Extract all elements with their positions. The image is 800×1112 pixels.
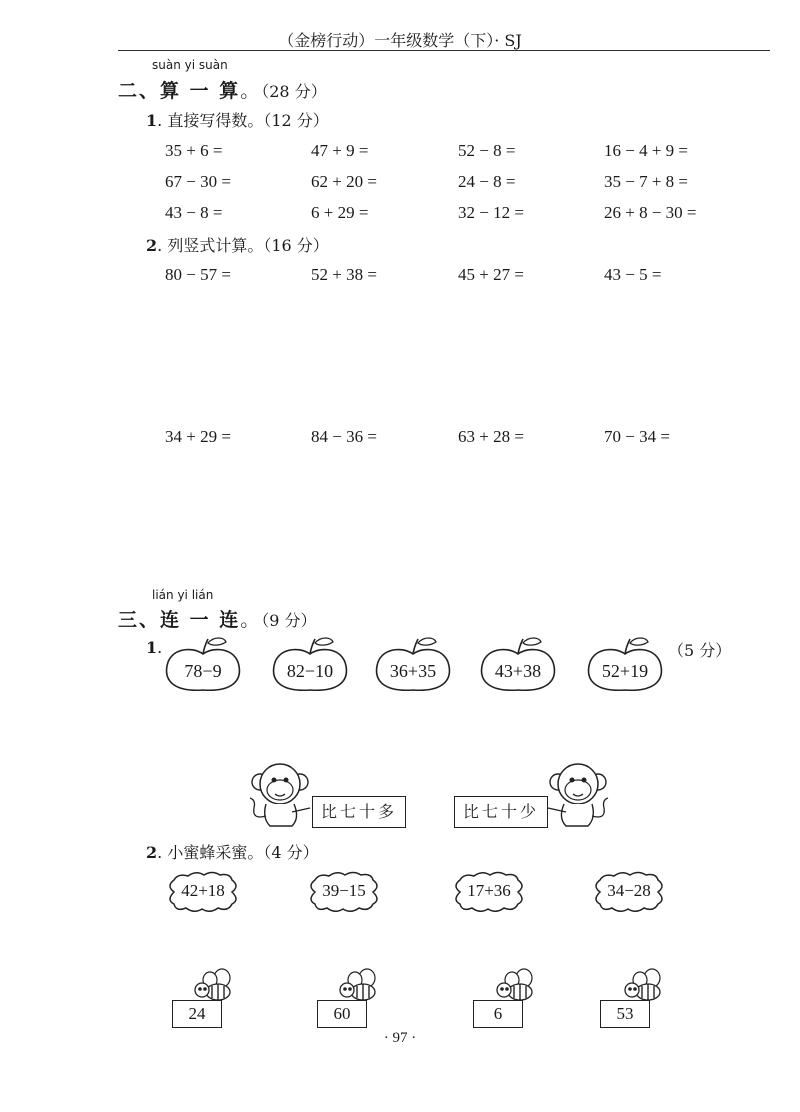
section3-title (118, 605, 317, 632)
apple-expression: 43+38 (494, 661, 542, 681)
apple-card[interactable] (584, 634, 668, 696)
equation: 43 − 8 = (165, 203, 223, 222)
flower-card[interactable] (164, 870, 242, 914)
vertical-calc-problem: 45 + 27 = (458, 265, 524, 284)
equation: 62 + 20 = (311, 172, 377, 191)
equation: 16 − 4 + 9 = (604, 141, 689, 160)
apple-expression: 82−10 (286, 661, 334, 681)
part1-number: 1 (146, 111, 158, 130)
flower-expression: 42+18 (181, 881, 225, 900)
section3-title-dot: 。 (240, 609, 262, 631)
section3-title-text: 三、连 一 连 (118, 609, 241, 631)
vertical-calc-problem: 43 − 5 = (604, 265, 662, 284)
sign-less-than-seventy[interactable]: 比七十少 (454, 796, 548, 828)
vertical-calc-problem: 63 + 28 = (458, 427, 524, 446)
vertical-calc-problem: 80 − 57 = (165, 265, 231, 284)
apple-card[interactable] (477, 634, 561, 696)
s3-part2-title: . 小蜜蜂采蜜。（4 分） (157, 843, 319, 862)
flower-card[interactable] (305, 870, 383, 914)
s3-part1-score: （5 分） (668, 641, 732, 660)
section2-pinyin: suàn yi suàn (152, 58, 228, 72)
equation: 47 + 9 = (311, 141, 369, 160)
section2-title (118, 76, 327, 103)
s3-part1-dot: . (157, 638, 163, 657)
part2-title: . 列竖式计算。（16 分） (157, 236, 329, 255)
apple-card[interactable] (162, 634, 246, 696)
apple-expression: 36+35 (389, 661, 437, 681)
equation: 35 − 7 + 8 = (604, 172, 689, 191)
flower-expression: 34−28 (607, 881, 651, 900)
flower-expression: 17+36 (467, 881, 511, 900)
apple-expression: 52+19 (601, 661, 649, 681)
part1-title: . 直接写得数。（12 分） (157, 111, 329, 130)
page-header: （金榜行动）一年级数学（下）· SJ (278, 31, 522, 50)
equation: 26 + 8 − 30 = (604, 203, 697, 222)
section2-title-dot: 。 (240, 80, 262, 102)
s3-part2-number: 2 (146, 843, 158, 862)
sign-more-than-seventy[interactable]: 比七十多 (312, 796, 406, 828)
equation: 35 + 6 = (165, 141, 223, 160)
page-number: · 97 · (383, 1030, 417, 1046)
bee-icon (618, 968, 668, 1002)
part1-heading (146, 108, 329, 131)
s3-part1-heading (146, 638, 162, 657)
apple-card[interactable] (372, 634, 456, 696)
equation: 24 − 8 = (458, 172, 516, 191)
bee-number-box[interactable]: 24 (172, 1000, 222, 1028)
flower-card[interactable] (590, 870, 668, 914)
apple-card[interactable] (269, 634, 353, 696)
s3-part2-heading (146, 840, 319, 863)
part2-heading (146, 233, 329, 256)
section3-score: （9 分） (261, 611, 317, 630)
vertical-calc-problem: 34 + 29 = (165, 427, 231, 446)
vertical-calc-problem: 70 − 34 = (604, 427, 670, 446)
monkey-right-icon (540, 758, 610, 830)
bee-number-box[interactable]: 53 (600, 1000, 650, 1028)
flower-card[interactable] (450, 870, 528, 914)
monkey-left-icon (248, 758, 318, 830)
equation: 52 − 8 = (458, 141, 516, 160)
equation: 67 − 30 = (165, 172, 231, 191)
bee-icon (490, 968, 540, 1002)
apple-expression: 78−9 (184, 661, 222, 681)
section2-score: （28 分） (261, 82, 327, 101)
part2-number: 2 (146, 236, 158, 255)
bee-number-box[interactable]: 60 (317, 1000, 367, 1028)
section3-pinyin: lián yi lián (152, 588, 214, 602)
flower-expression: 39−15 (322, 881, 366, 900)
equation: 32 − 12 = (458, 203, 524, 222)
section2-title-text: 二、算 一 算 (118, 80, 241, 102)
s3-part1-number: 1 (146, 638, 158, 657)
header-divider (118, 50, 770, 51)
vertical-calc-problem: 84 − 36 = (311, 427, 377, 446)
bee-number-box[interactable]: 6 (473, 1000, 523, 1028)
vertical-calc-problem: 52 + 38 = (311, 265, 377, 284)
equation: 6 + 29 = (311, 203, 369, 222)
bee-icon (333, 968, 383, 1002)
bee-icon (188, 968, 238, 1002)
